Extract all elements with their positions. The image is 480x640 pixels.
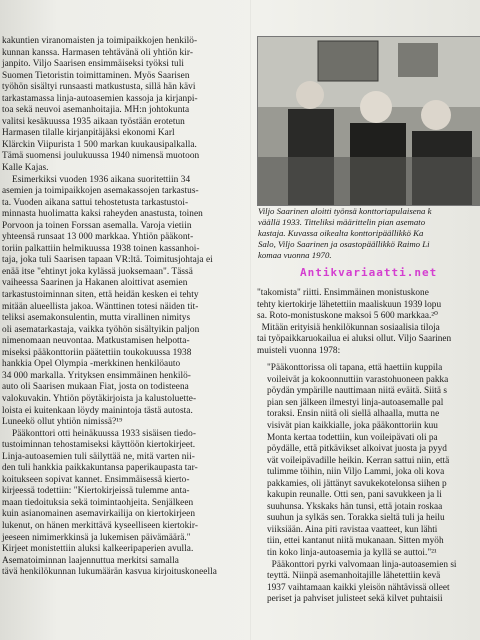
text-line: toraksi. Ensin niitä oli siellä alhaalla, mutta ne (267, 409, 440, 420)
text-line: jeeseen nimimerkkinsä ja lukemisen päivämäärä." (2, 532, 191, 543)
text-line: Luneekö ollut yhtiön nimissä?¹⁹ (2, 417, 123, 428)
text-line: hankkia Opel Olympia -merkkinen henkilöauto (2, 359, 181, 370)
watermark: Antikvariaatti.net (300, 266, 438, 279)
text-line: tai työpaikkaruokailua ei aluksi ollut. Viljo Saarinen (257, 334, 452, 345)
text-line: Klärckin Viipurista 1 500 markan kuukausipalkalla. (2, 139, 197, 150)
text-line: janpito. Viljo Saarisen ensimmäiseksi työksi tuli (2, 59, 184, 70)
photo-caption (258, 206, 480, 261)
text-line: suuhunsa. Ykskaks hän tunsi, että jotain roskaa (267, 501, 443, 512)
text-line: kuin asianomainen asemavirkailija on kiertokirjeen (2, 509, 196, 520)
photo-illustration (258, 37, 480, 205)
text-line: Kalle Kajas. (2, 163, 49, 174)
paragraph (257, 288, 480, 357)
text-line: taja, joka tuli Saarisen tapaan VR:ltä. Toimitusjohtaja ei (2, 255, 213, 266)
text-line: vät voileipävadille heikin. Kerran sattui niin, että (267, 455, 450, 466)
text-line: Monta kertaa todettiin, kun voileipävati oli pa (267, 432, 438, 443)
text-line: tehty kiertokirje lähetettiin maaliskuun 1939 lopu (257, 299, 442, 310)
text-line: pöydän ympärille nauttimaan niitä eväitä. Siitä s (267, 386, 447, 397)
text-line: Esimerkiksi vuoden 1936 aikana suoritettiin 34 (12, 174, 191, 185)
text-line: tävä henkilökunnan lukumäärän kasvua kirjoituskoneella (2, 567, 217, 578)
text-line: tiin, ettei kantanut niitä mukanaan. Sitten myöh (267, 536, 444, 547)
text-line: Tämä suomensi joulukuussa 1940 nimensä muotoon (2, 151, 200, 162)
text-line: pöydälle, että pitkävikset alkoivat juosta ja pyyd (267, 444, 447, 455)
text-line: Pääkonttori pyrki valvomaan linja-autoasemien si (271, 559, 457, 570)
left-text-column (2, 36, 247, 579)
text-line: kakuntien viranomaisten ja toimipaikkojen henkilö- (2, 36, 198, 46)
text-line: kunnan kanssa. Harmasen tehtävänä oli yhtiön kir- (2, 47, 193, 58)
text-line: pian sen jälkeen ilmestyi linja-autoasemalle pal (267, 397, 444, 408)
text-line: tarkastustoiminnan siten, että heidän kesken ei tehty (2, 290, 199, 301)
text-line: tulimme töihin, niin Viljo Lammi, joka oli kova (267, 467, 445, 478)
text-line: voileivät ja kokoonnuttiin varastohuoneen pakka (267, 374, 449, 385)
text-line: koitukseen sopivat kannet. Ensimmäisessä kierto- (2, 474, 190, 485)
text-line: lukenut, on hänen merkittävä kyseelliseen kiertokir- (2, 520, 199, 531)
text-line: enää itse "ehtinyt joka kylässä juoksemaan". Tässä (2, 266, 193, 277)
caption-line: väällä 1933. Titteliksi määrittelin pian asemato (258, 217, 426, 227)
text-line: tustoiminnan tehostamiseksi käyttöön kiertokirjeet. (2, 440, 196, 451)
text-line: 34 000 markalla. Yrityksen ensimmäinen henkilö- (2, 370, 191, 381)
text-line: suuhun ja sylkäs sen. Torakka sieltä tuli ja heilu (267, 513, 445, 524)
text-line: oli asematarkastaja, vaikka työhön sisältyikin paljon (2, 324, 200, 335)
text-line: "takomista" riitti. Ensimmäinen monistuskone (257, 288, 429, 298)
text-line: kakupin reunalle. Otti sen, pani savukkeen ja li (267, 490, 442, 501)
text-line: tarkastamassa linja-autoasemien kassoja ja kirjanpi- (2, 93, 198, 104)
quotation-block (257, 363, 480, 605)
text-line: nimenomaan neuvontaa. Matkustamisen helpotta- (2, 336, 190, 347)
text-line: Mitään erityisiä henkilökunnan sosiaalisia tiloja (261, 322, 440, 333)
text-line: mitään alueellista jakoa. Wänttinen totesi näiden tit- (2, 301, 199, 312)
text-line: toa sekä neuvoi asemanhoitajia. MH:n johtokunta (2, 105, 190, 116)
text-line: loista ei kuitenkaan löydy mainintoja tästä autosta. (2, 405, 193, 416)
text-line: muisteli vuonna 1978: (257, 345, 341, 356)
text-line: teliksi asemakonsulentin, mutta virallinen nimitys (2, 313, 191, 324)
column-gutter (250, 0, 251, 640)
text-line: viiksiään. Aina piti ravistaa vaatteet, kun lähti (267, 524, 438, 535)
text-line: vaiheessa Saarinen ja Hakanen aloittivat asemien (2, 278, 188, 289)
caption-line: komaa vuonna 1970. (258, 250, 332, 260)
text-line: pakkamies, oli jättänyt savukekotelonsa siihen p (267, 478, 447, 489)
text-line: sa. Roto-monistuskone maksoi 5 600 markkaa.²⁰ (257, 311, 438, 322)
text-line: auto oli Saarisen mukaan Fiat, josta on todisteena (2, 382, 189, 393)
text-line: visivät pian kaikkialle, joka pääkonttoriin kuu (267, 421, 438, 432)
text-line: Linja-autoasemien tuli säilyttää ne, mitä varten nii- (2, 451, 195, 462)
text-line: Porvoon ja toinen Forssan asemalla. Varoja vietiin (2, 220, 192, 231)
archival-photo (257, 36, 480, 206)
text-line: 1937 vaihtamaan kaikki yleisön nähtävissä olleet (267, 582, 450, 593)
paragraph (2, 429, 247, 579)
text-line: asemien ja toimipaikkojen asemakassojen tarkastus- (2, 186, 199, 197)
text-line: valitsi kesäkuussa 1935 aikaan työstään erotetun (2, 116, 185, 127)
text-line: minnasta huolimatta kaksi raheyden anastusta, toinen (2, 209, 203, 220)
text-line: toriin palkattiin helmikuussa 1938 toinen kassanhoi- (2, 243, 200, 254)
text-line: den tuli hankkia paikkakuntansa paperikaupasta tar- (2, 463, 198, 474)
right-text-column (257, 288, 480, 606)
text-line: teyttä. Niinpä asemanhoitajille lähetettiin kevä (267, 571, 441, 582)
text-line: Pääkonttori otti heinäkuussa 1933 sisäisen tiedo- (12, 428, 196, 439)
text-line: työhön sisältyi runsaasti matkustusta, sillä hän kävi (2, 82, 196, 93)
text-line: valokuvakin. Yhtiön pöytäkirjoista ja kalustoluette- (2, 393, 197, 404)
caption-line: Viljo Saarinen aloitti työnsä konttoriapulaisena k (258, 206, 432, 216)
text-line: kirjeessä todettiin: "Kiertokirjeissä tulemme anta- (2, 486, 190, 497)
text-line: maan tiedoituksia sekä toimintaohjeita. Senjälkeen (2, 497, 194, 508)
text-line: periset ja pahviset julisteet sekä kilvet puhtaisii (267, 594, 443, 605)
paragraph (2, 175, 247, 429)
text-line: miseksi pääkonttoriin päätettiin toukokuussa 1938 (2, 347, 192, 358)
caption-line: kastaja. Kuvassa oikealta konttoripäällikkö Ka (258, 228, 424, 238)
text-line: ta. Vuoden aikana sattui tehostetusta tarkastustoi- (2, 197, 189, 208)
text-line: Kirjeet monistettiin aluksi kalkeeripaperien avulla. (2, 544, 194, 555)
text-line: Asematoiminnan laajennuttua merkitsi samalla (2, 555, 179, 566)
text-line: Harmasen tilalle kirjanpitäjäksi ekonomi Karl (2, 128, 175, 139)
text-line: tin koko linja-autoasemia ja kyllä se auttoi."²¹ (267, 548, 437, 559)
text-line: yhteensä runsaat 13 000 markkaa. Yhtiön pääkont- (2, 232, 194, 243)
text-line: "Pääkonttorissa oli tapana, että haettiin kuppila (267, 363, 443, 374)
paragraph (2, 36, 247, 175)
text-line: Suomen Tietoristin toimittaminen. Myös Saarisen (2, 70, 190, 81)
caption-line: Salo, Viljo Saarinen ja osastopäällikkö Raimo Li (258, 239, 430, 249)
